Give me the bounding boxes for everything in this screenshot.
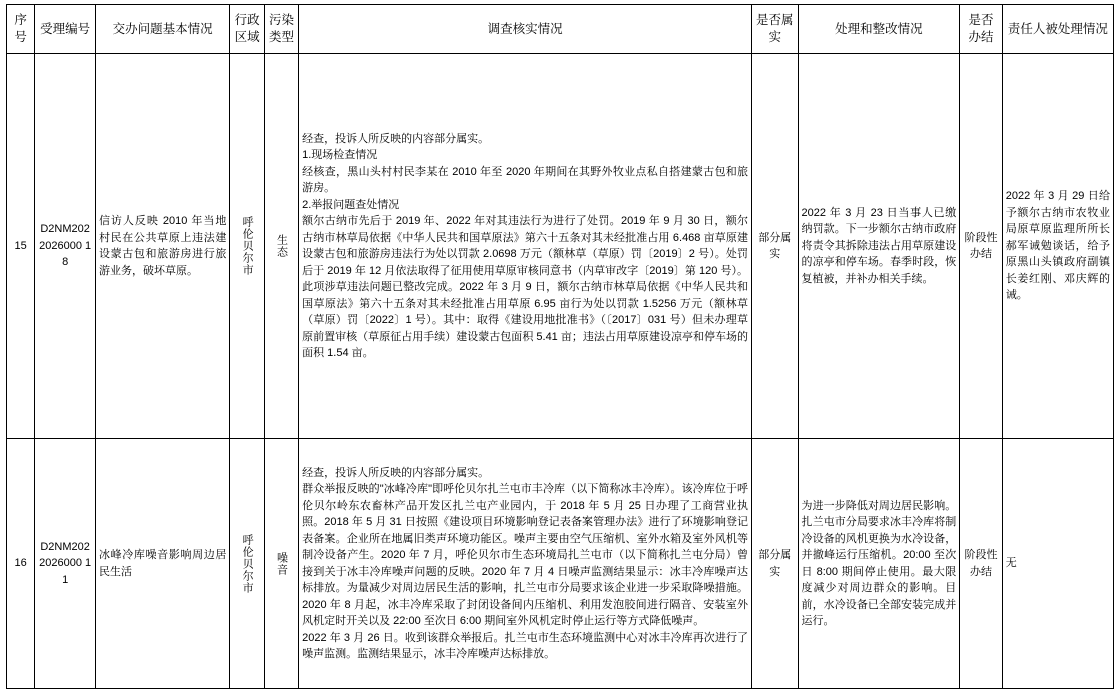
table-row (7, 439, 1114, 689)
cell-basic-situation: 冰峰冷库噪音影响周边居民生活 (95, 439, 229, 689)
pollution-type-text: 噪音 (275, 551, 288, 576)
verify-line: 1.现场检查情况 (302, 149, 378, 161)
header-type: 污染类型 (264, 5, 298, 54)
cell-region (230, 54, 264, 439)
verify-line: 2.举报问题查处情况 (302, 198, 400, 211)
verify-line: 经核查，黑山头村村民李某在 2010 年至 2020 年期间在其野外牧业点私自搭建蒙古包和旅游房。 (302, 165, 749, 194)
cell-seq: 16 (7, 439, 35, 689)
region-text: 呼伦贝尔市 (241, 533, 254, 594)
header-handle: 处理和整改情况 (798, 5, 960, 54)
table-row (7, 54, 1114, 439)
header-seq: 序号 (7, 5, 35, 54)
verify-line: 经查，投诉人所反映的内容部分属实。 (302, 132, 490, 145)
header-verify: 调查核实情况 (299, 5, 752, 54)
header-region: 行政区域 (230, 5, 264, 54)
region-text: 呼伦贝尔市 (241, 216, 254, 276)
cell-is-done: 阶段性办结 (960, 439, 1002, 689)
cell-verification (299, 54, 752, 439)
cell-code: D2NM2022026000 18 (35, 54, 96, 439)
header-basic: 交办问题基本情况 (95, 5, 229, 54)
cell-basic-situation: 信访人反映 2010 年当地村民在公共草原上违法建设蒙古包和旅游房进行旅游业务，破坏草原。 (95, 54, 229, 439)
cell-handling: 2022 年 3 月 23 日当事人已缴纳罚款。下一步额尔古纳市政府将责令其拆除违法占用草原建设的凉亭和停车场。春季时段，恢复植被，并补办相关手续。 (798, 54, 960, 439)
cell-person-penalty: 无 (1002, 439, 1113, 689)
header-is-done: 是否办结 (960, 5, 1002, 54)
cell-region (230, 439, 264, 689)
cell-is-done: 阶段性办结 (960, 54, 1002, 439)
verify-line: 额尔古纳市先后于 2019 年、2022 年对其违法行为进行了处罚。2019 年 9 月 30 日，额尔古纳市林草局依据《中华人民共和国草原法》第六十五条对其未经批准占用 6.468 亩草原建设蒙古包和旅游房违法行为处以罚款 2.0698 万元（额林草（草原）罚〔2019〕2 号）。处罚后于 2019 年 12 月依法取得了征用使用草原审核同意书（内草审改字〔2019〕第 120 号）。此项涉草违法问题已整改完成。2022 年 3 月 9 日，额尔古纳市林草局依据《中华人民共和国草原法》第六十五条对其未经批准占用草原 6.95 亩行为处以罚款 1.5256 万元（额林草（草原）罚〔2022〕1 号）。其中：取得《建设用地批准书》（〔2017〕031 号）但未办理草原前置审核（草原征占用手续）建设蒙古包面积 5.41 亩；违法占用草原建设凉亭和停车场的面积 1.54 亩。 (302, 215, 749, 359)
cell-verification (299, 439, 752, 689)
verify-line: 经查，投诉人所反映的内容部分属实。 (302, 466, 490, 479)
cell-seq: 15 (7, 54, 35, 439)
cell-code: D2NM2022026000 11 (35, 439, 96, 689)
cell-person-penalty: 2022 年 3 月 29 日给予额尔古纳市农牧业局原草原监理所所长郝军诫勉谈话，给予原黑山头镇政府副镇长姜红刚、邓庆辉的诫。 (1002, 54, 1113, 439)
header-code: 受理编号 (35, 5, 96, 54)
inspection-report-table (6, 4, 1114, 689)
cell-handling: 为进一步降低对周边居民影响。扎兰屯市分局要求冰丰冷库将制冷设备的风机更换为水冷设备，并撤峰运行压缩机。20:00 至次日 8:00 期间停止使用。最大限度减少对周边群众的影响。目前，水冷设备已全部安装完成并运行。 (798, 439, 960, 689)
verify-line: 群众举报反映的"冰峰冷库"即呼伦贝尔扎兰屯市丰冷库（以下简称冰丰冷库）。该冷库位于呼伦贝尔岭东农畜林产品开发区扎兰屯产业园内，于 2018 年 5 月 25 日办理了工商营业执照。2018 年 5 月 31 日按照《建设项目环境影响登记表备案管理办法》进行了环境影响登记表备案。企业所在地属旧类声环境功能区。噪声主要由空气压缩机、室外水箱及室外风机等制冷设备产生。2020 年 7 月，呼伦贝尔市生态环境局扎兰屯市（以下简称扎兰屯分局）曾接到关于冰丰冷库噪声问题的反映。2020 年 7 月 4 日噪声监测结果显示：冰丰冷库噪声达标排放。为量减少对周边居民生活的影响，扎兰屯市分局要求该企业进一步采取降噪措施。2020 年 8 月起，冰丰冷库采取了封闭设备间内压缩机、利用发泡胶间进行隔音、安装室外风机定时开关以及 22:00 至次日 6:00 期间室外风机定时停止运行等方式降低噪声。 (302, 483, 749, 627)
cell-is-true: 部分属实 (752, 439, 799, 689)
pollution-type-text: 生态 (275, 234, 288, 258)
table-header-row (7, 5, 1114, 54)
cell-pollution-type (264, 439, 298, 689)
cell-pollution-type (264, 54, 298, 439)
header-person: 责任人被处理情况 (1002, 5, 1113, 54)
cell-is-true: 部分属实 (752, 54, 799, 439)
header-is-true: 是否属实 (752, 5, 799, 54)
verify-line: 2022 年 3 月 26 日。收到该群众举报后。扎兰屯市生态环境监测中心对冰丰冷库再次进行了噪声监测。监测结果显示，冰丰冷库噪声达标排放。 (302, 631, 749, 660)
